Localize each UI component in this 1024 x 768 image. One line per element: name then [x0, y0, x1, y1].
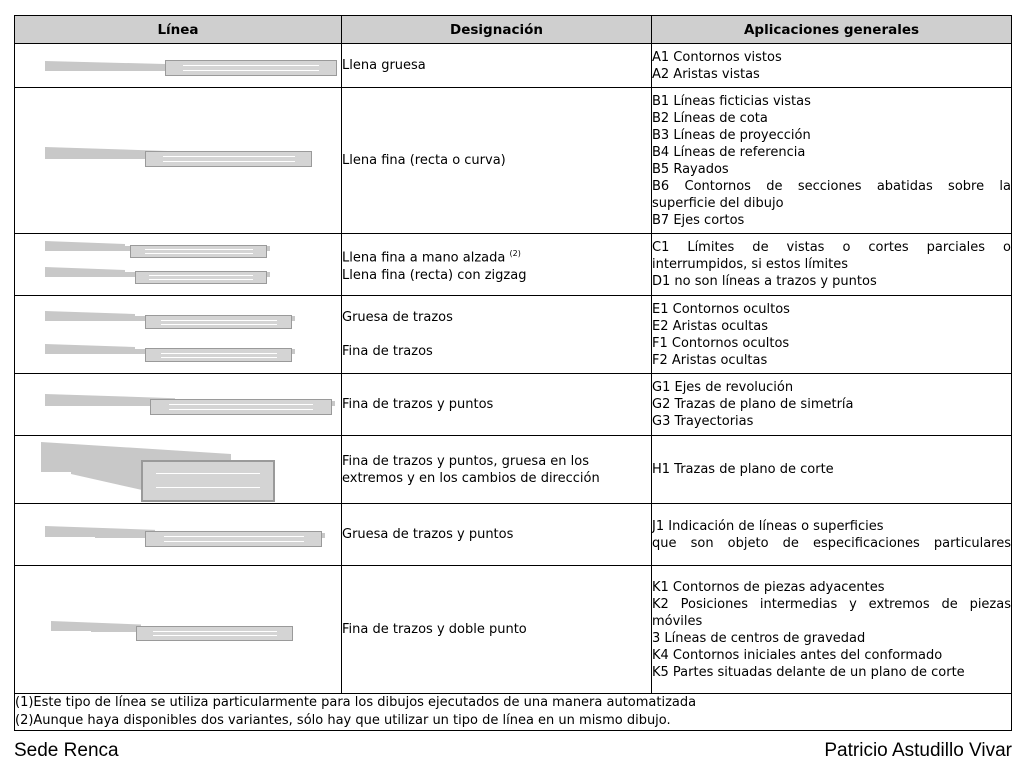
- application-item: K2 Posiciones intermedias y extremos de piezas móviles: [652, 596, 1011, 629]
- designation-text: Llena fina (recta) con zigzag: [342, 267, 527, 283]
- footnotes-row: [15, 694, 1012, 731]
- designation-cell: [342, 436, 652, 504]
- designation-text: Fina de trazos y doble punto: [342, 622, 527, 637]
- application-item: A2 Aristas vistas: [652, 66, 760, 82]
- applications-cell: [652, 88, 1012, 234]
- footnotes-cell: [15, 694, 1012, 731]
- designation-cell: [342, 44, 652, 88]
- application-item: que son objeto de especificaciones particulares: [652, 535, 1011, 551]
- application-item: B6 Contornos de secciones abatidas sobre la superficie del dibujo: [652, 178, 1011, 211]
- line-sample-cell: [15, 296, 342, 374]
- line-sample-cell: [15, 504, 342, 566]
- footnote: (1)Este tipo de línea se utiliza particularmente para los dibujos ejecutados de una manera automatizada: [15, 695, 697, 710]
- designation-cell: [342, 296, 652, 374]
- designation-text: Gruesa de trazos: [342, 310, 453, 325]
- application-item: B1 Líneas ficticias vistas: [652, 93, 811, 109]
- application-item: G2 Trazas de plano de simetría: [652, 397, 854, 412]
- table-row: [15, 374, 1012, 436]
- application-item: G3 Trayectorias: [652, 414, 754, 429]
- table-row: [15, 504, 1012, 566]
- designation-cell: [342, 504, 652, 566]
- line-sample-image: [45, 238, 270, 260]
- application-item: E1 Contornos ocultos: [652, 301, 790, 317]
- footer-right-text: Patricio Astudillo Vivar: [824, 740, 1012, 761]
- table-row: [15, 436, 1012, 504]
- application-item: 3 Líneas de centros de gravedad: [652, 630, 866, 646]
- application-item: B7 Ejes cortos: [652, 212, 745, 228]
- header-linea: Línea: [15, 16, 342, 44]
- line-types-table: [14, 15, 1012, 731]
- line-sample-cell: [15, 44, 342, 88]
- application-item: B5 Rayados: [652, 161, 729, 177]
- designation-cell: [342, 566, 652, 694]
- footer-left-text: Sede Renca: [14, 740, 119, 761]
- applications-cell: [652, 566, 1012, 694]
- application-item: B3 Líneas de proyección: [652, 127, 811, 143]
- application-item: F2 Aristas ocultas: [652, 352, 768, 368]
- applications-cell: [652, 436, 1012, 504]
- applications-cell: [652, 374, 1012, 436]
- line-sample-image: [41, 440, 281, 500]
- footnote: (2)Aunque haya disponibles dos variantes, sólo hay que utilizar un tipo de línea en un mismo dibujo.: [15, 713, 671, 728]
- application-item: K5 Partes situadas delante de un plano de corte: [652, 664, 965, 680]
- footnote-mark: (2): [509, 249, 521, 259]
- application-item: B2 Líneas de cota: [652, 110, 768, 126]
- designation-cell: [342, 88, 652, 234]
- application-item: K4 Contornos iniciales antes del conformado: [652, 647, 943, 663]
- line-sample-image: [45, 264, 270, 286]
- designation-text: Fina de trazos y puntos: [342, 397, 494, 412]
- application-item: C1 Límites de vistas o cortes parciales o interrumpidos, si estos límites: [652, 240, 1011, 272]
- header-row: [15, 16, 1012, 44]
- applications-cell: [652, 296, 1012, 374]
- application-item: A1 Contornos vistos: [652, 49, 782, 65]
- line-sample-image: [45, 523, 325, 549]
- designation-text: Fina de trazos y puntos, gruesa en los extremos y en los cambios de dirección: [342, 453, 600, 486]
- designation-text: Llena fina (recta o curva): [342, 153, 506, 168]
- designation-cell: [342, 234, 652, 296]
- designation-text: Llena gruesa: [342, 58, 426, 73]
- table-row: [15, 296, 1012, 374]
- application-item: J1 Indicación de líneas o superficies: [652, 518, 884, 534]
- header-designacion: Designación: [342, 16, 652, 44]
- designation-text: Llena fina a mano alzada: [342, 250, 506, 266]
- application-item: F1 Contornos ocultos: [652, 335, 790, 351]
- line-sample-image: [45, 56, 335, 80]
- table-row: [15, 44, 1012, 88]
- applications-cell: [652, 234, 1012, 296]
- line-sample-image: [51, 618, 291, 644]
- table-row: [15, 234, 1012, 296]
- application-item: D1 no son líneas a trazos y puntos: [652, 274, 877, 289]
- designation-text: Gruesa de trazos y puntos: [342, 527, 514, 542]
- line-sample-cell: [15, 374, 342, 436]
- line-sample-cell: [15, 234, 342, 296]
- designation-cell: [342, 374, 652, 436]
- application-item: E2 Aristas ocultas: [652, 318, 768, 334]
- line-sample-image: [45, 391, 335, 417]
- line-sample-image: [45, 143, 310, 169]
- table-row: [15, 566, 1012, 694]
- application-item: G1 Ejes de revolución: [652, 380, 794, 395]
- line-sample-cell: [15, 88, 342, 234]
- line-sample-image: [45, 341, 295, 363]
- application-item: K1 Contornos de piezas adyacentes: [652, 579, 885, 595]
- applications-cell: [652, 44, 1012, 88]
- designation-text: [342, 245, 651, 266]
- table-row: [15, 88, 1012, 234]
- line-sample-cell: [15, 566, 342, 694]
- application-item: B4 Líneas de referencia: [652, 144, 806, 160]
- applications-cell: [652, 504, 1012, 566]
- designation-text: Fina de trazos: [342, 344, 433, 359]
- header-aplicaciones: Aplicaciones generales: [652, 16, 1012, 44]
- line-sample-cell: [15, 436, 342, 504]
- application-item: H1 Trazas de plano de corte: [652, 462, 834, 477]
- line-sample-image: [45, 308, 295, 330]
